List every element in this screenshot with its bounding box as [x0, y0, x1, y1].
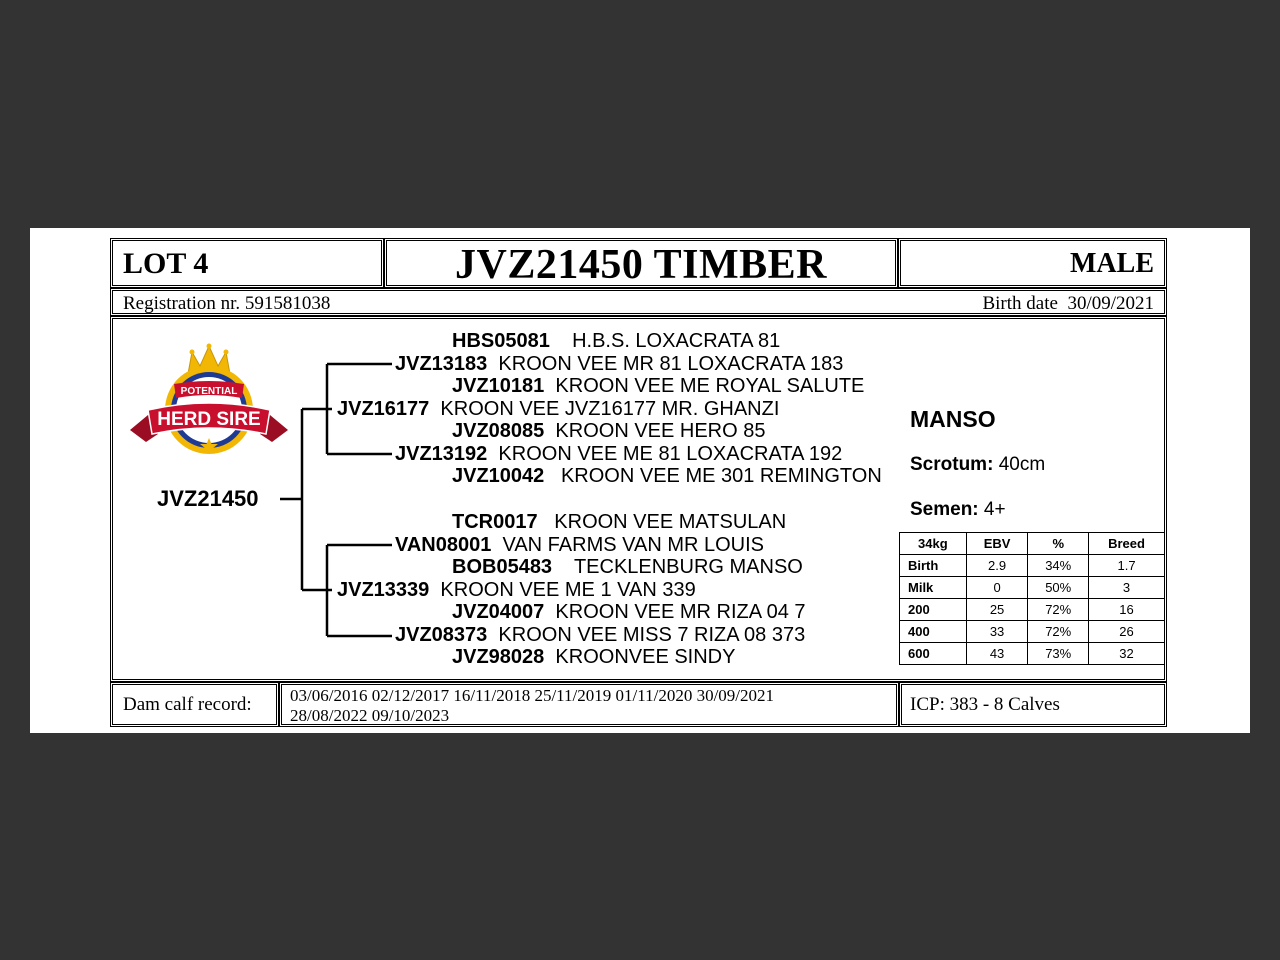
info-name: MANSO	[910, 406, 996, 432]
birth-date: 30/09/2021	[1067, 293, 1154, 314]
dam-calf-record-label-cell	[110, 682, 279, 727]
ebv-accuracy: 72%	[1028, 621, 1089, 643]
animal-title: JVZ21450 TIMBER	[455, 242, 827, 288]
ebv-table	[899, 532, 1165, 665]
dam-calf-record-line: 03/06/2016 02/12/2017 16/11/2018 25/11/2019 01/11/2020 30/09/2021	[290, 686, 775, 705]
pedigree-entry-dam-sire-dam: BOB05483 TECKLENBURG MANSO	[452, 556, 803, 578]
sex-cell	[898, 238, 1167, 288]
ebv-breed: 16	[1089, 599, 1165, 621]
badge-top-text: POTENTIAL	[180, 386, 238, 397]
semen-value: 4+	[983, 499, 1006, 520]
badge-main-text: HERD SIRE	[157, 409, 261, 430]
table-row	[900, 577, 1165, 599]
table-row	[900, 643, 1165, 665]
sale-catalog-card	[30, 228, 1250, 733]
ebv-trait: Birth	[900, 555, 967, 577]
icp-cell	[899, 682, 1167, 727]
scrotum-value: 40cm	[998, 454, 1046, 475]
table-row	[900, 621, 1165, 643]
ebv-header: Breed	[1089, 533, 1165, 555]
pedigree-entry-sire-dam-sire: JVZ08085 KROON VEE HERO 85	[452, 420, 766, 442]
title-cell	[384, 238, 898, 288]
pedigree-entry-dam: JVZ13339 KROON VEE ME 1 VAN 339	[337, 579, 696, 601]
ebv-breed: 26	[1089, 621, 1165, 643]
pedigree-entry-dam-dam: JVZ08373 KROON VEE MISS 7 RIZA 08 373	[395, 624, 806, 646]
ebv-breed: 1.7	[1089, 555, 1165, 577]
pedigree-entry-dam-sire-sire: TCR0017 KROON VEE MATSULAN	[452, 511, 787, 533]
ebv-trait: 200	[900, 599, 967, 621]
ebv-accuracy: 50%	[1028, 577, 1089, 599]
pedigree-entry-sire-dam-dam: JVZ10042 KROON VEE ME 301 REMINGTON	[452, 465, 882, 487]
pedigree-entry-dam-sire: VAN08001 VAN FARMS VAN MR LOUIS	[395, 534, 765, 556]
dam-calf-record-label: Dam calf record:	[123, 694, 252, 715]
ebv-header: 34kg	[900, 533, 967, 555]
semen-info: Semen: 4+	[910, 499, 1006, 520]
pedigree-entry-sire-sire-sire: HBS05081 H.B.S. LOXACRATA 81	[452, 330, 781, 352]
pedigree-entry-dam-dam-dam: JVZ98028 KROONVEE SINDY	[452, 646, 736, 668]
ebv-accuracy: 73%	[1028, 643, 1089, 665]
registration-info: Registration nr. 591581038	[123, 293, 331, 314]
ebv-breed: 32	[1089, 643, 1165, 665]
lot-cell	[110, 238, 384, 288]
ebv-accuracy: 72%	[1028, 599, 1089, 621]
registration-number: 591581038	[244, 293, 331, 314]
scrotum-info: Scrotum: 40cm	[910, 454, 1046, 475]
ebv-trait: 600	[900, 643, 967, 665]
ebv-header: %	[1028, 533, 1089, 555]
ebv-breed: 3	[1089, 577, 1165, 599]
dam-calf-record-cell	[279, 682, 899, 727]
icp-value: ICP: 383 - 8 Calves	[910, 694, 1060, 715]
birth-info: Birth date 30/09/2021	[982, 293, 1154, 314]
dam-calf-record-line: 28/08/2022 09/10/2023	[290, 706, 450, 725]
pedigree-entry-sire: JVZ16177 KROON VEE JVZ16177 MR. GHANZI	[337, 398, 780, 420]
subject-code: JVZ21450	[157, 486, 259, 511]
pedigree-entry-dam-dam-sire: JVZ04007 KROON VEE MR RIZA 04 7	[452, 601, 806, 623]
pedigree-entry-sire-sire-dam: JVZ10181 KROON VEE ME ROYAL SALUTE	[452, 375, 865, 397]
ebv-value: 2.9	[966, 555, 1028, 577]
registration-row	[110, 288, 1167, 316]
ebv-trait: 400	[900, 621, 967, 643]
table-row	[900, 555, 1165, 577]
animal-sex: MALE	[1070, 248, 1154, 279]
pedigree-entry-sire-sire: JVZ13183 KROON VEE MR 81 LOXACRATA 183	[395, 353, 844, 375]
pedigree-entry-sire-dam: JVZ13192 KROON VEE ME 81 LOXACRATA 192	[395, 443, 843, 465]
ebv-value: 25	[966, 599, 1028, 621]
ebv-header-row	[900, 533, 1165, 555]
ebv-header: EBV	[966, 533, 1028, 555]
ebv-value: 0	[966, 577, 1028, 599]
table-row	[900, 599, 1165, 621]
ebv-accuracy: 34%	[1028, 555, 1089, 577]
ebv-value: 33	[966, 621, 1028, 643]
herd-sire-badge-icon	[128, 338, 290, 458]
lot-number: LOT 4	[123, 247, 209, 280]
ebv-trait: Milk	[900, 577, 967, 599]
ebv-value: 43	[966, 643, 1028, 665]
